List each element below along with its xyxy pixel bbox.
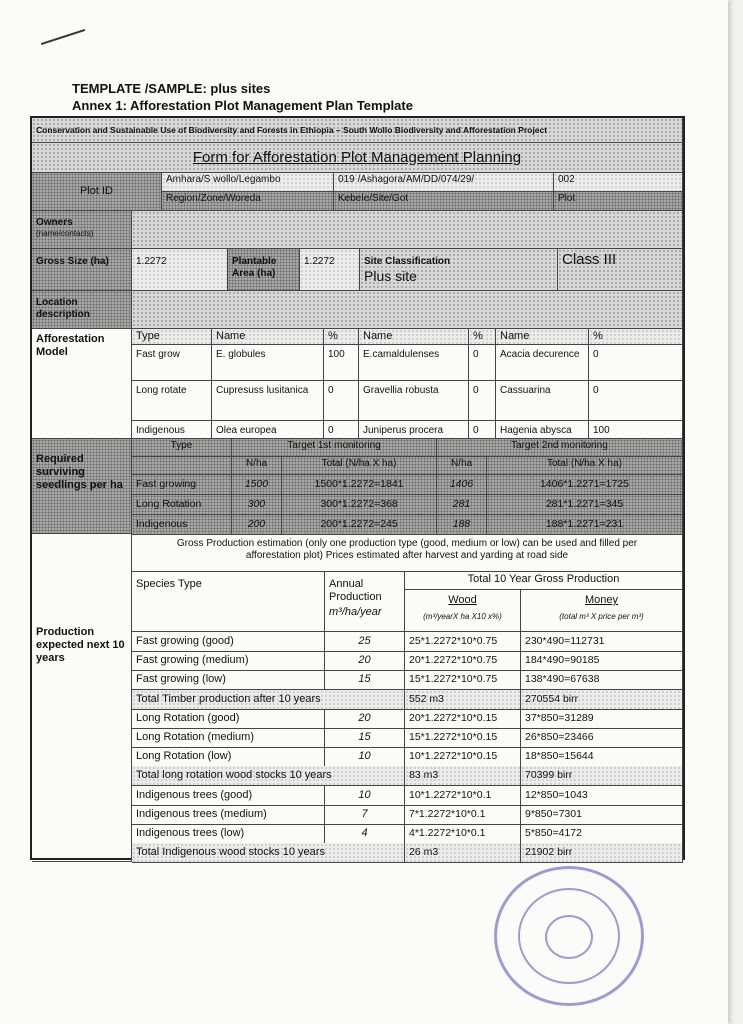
production-wood: 4*1.2272*10*0.1 bbox=[405, 824, 521, 844]
annual-production-label: Annual Production bbox=[329, 578, 382, 604]
production-annual: 20 bbox=[325, 709, 405, 729]
surviving-cell: 300 bbox=[232, 495, 282, 515]
production-annual: 10 bbox=[325, 786, 405, 806]
afforestation-cell: 100 bbox=[589, 421, 683, 439]
surviving-cell: Fast growing bbox=[132, 475, 232, 495]
class-value: Class III bbox=[558, 249, 683, 291]
owners-label-text: Owners bbox=[36, 217, 73, 228]
production-money: 230*490=112731 bbox=[521, 632, 683, 652]
surviving-cell: 1406 bbox=[437, 475, 487, 495]
production-wood: 7*1.2272*10*0.1 bbox=[405, 805, 521, 825]
target1-total: Total (N/ha X ha) bbox=[282, 457, 437, 475]
surviving-cell: 188*1.2271=231 bbox=[487, 515, 683, 535]
owners-sublabel: (name/contacts) bbox=[36, 229, 94, 238]
production-note: Gross Production estimation (only one production type (good, medium or low) can be used and filled per afforestation plot) Prices estimated after harvest and yarding at road side bbox=[132, 534, 683, 572]
production-wood: 20*1.2272*10*0.15 bbox=[405, 709, 521, 729]
surviving-cell: Long Rotation bbox=[132, 495, 232, 515]
afforestation-cell: 0 bbox=[324, 381, 359, 421]
kebele-label: Kebele/Site/Got bbox=[334, 192, 554, 211]
management-form bbox=[30, 116, 685, 860]
afforestation-cell: 0 bbox=[469, 345, 496, 381]
surviving-cell: 300*1.2272=368 bbox=[282, 495, 437, 515]
production-wood: 83 m3 bbox=[405, 766, 521, 786]
afforestation-header: Name bbox=[212, 329, 324, 345]
production-wood: 25*1.2272*10*0.75 bbox=[405, 632, 521, 652]
surviving-label: Required surviving seedlings per ha bbox=[32, 439, 132, 534]
afforestation-cell: Gravellia robusta bbox=[359, 381, 469, 421]
target2-total: Total (N/ha X ha) bbox=[487, 457, 683, 475]
wood-unit: (m³/yearX ha X10 x%) bbox=[423, 612, 502, 622]
production-wood: 10*1.2272*10*0.1 bbox=[405, 786, 521, 806]
afforestation-cell: Cassuarina bbox=[496, 381, 589, 421]
production-wood: 15*1.2272*10*0.15 bbox=[405, 728, 521, 748]
afforestation-cell: 0 bbox=[589, 345, 683, 381]
production-money: 270554 birr bbox=[521, 690, 683, 710]
production-total-label: Total long rotation wood stocks 10 years bbox=[132, 766, 405, 786]
afforestation-label: Afforestation Model bbox=[32, 329, 132, 439]
project-title: Conservation and Sustainable Use of Biodiversity and Forests in Ethiopia – South Wollo Biodiversity and Afforestation Project bbox=[32, 118, 683, 143]
production-wood: 20*1.2272*10*0.75 bbox=[405, 651, 521, 671]
production-species: Indigenous trees (low) bbox=[132, 824, 325, 844]
gross-size-label: Gross Size (ha) bbox=[32, 249, 132, 291]
official-stamp-center bbox=[545, 915, 593, 959]
production-wood: 26 m3 bbox=[405, 843, 521, 863]
production-annual: 10 bbox=[325, 747, 405, 767]
production-species: Long Rotation (good) bbox=[132, 709, 325, 729]
owners-field bbox=[132, 211, 683, 249]
site-classification bbox=[360, 249, 558, 291]
surviving-cell: 281*1.2271=345 bbox=[487, 495, 683, 515]
plantable-label: Plantable Area (ha) bbox=[228, 249, 300, 291]
afforestation-cell: Juniperus procera bbox=[359, 421, 469, 439]
template-heading: TEMPLATE /SAMPLE: plus sites bbox=[72, 81, 271, 96]
production-money: 9*850=7301 bbox=[521, 805, 683, 825]
kebele-value: 019 /Ashagora/AM/DD/074/29/ bbox=[334, 173, 554, 192]
production-annual: 25 bbox=[325, 632, 405, 652]
pen-mark bbox=[41, 29, 85, 45]
production-wood: 10*1.2272*10*0.15 bbox=[405, 747, 521, 767]
production-species: Long Rotation (low) bbox=[132, 747, 325, 767]
afforestation-header: Type bbox=[132, 329, 212, 345]
afforestation-cell: 0 bbox=[324, 421, 359, 439]
surviving-cell: 1500*1.2272=1841 bbox=[282, 475, 437, 495]
production-species: Fast growing (medium) bbox=[132, 651, 325, 671]
annual-production-header bbox=[325, 572, 405, 632]
surv-type-blank bbox=[132, 457, 232, 475]
afforestation-header: Name bbox=[496, 329, 589, 345]
total-production-header: Total 10 Year Gross Production bbox=[405, 572, 683, 590]
production-wood: 552 m3 bbox=[405, 690, 521, 710]
production-annual: 7 bbox=[325, 805, 405, 825]
surviving-cell: 200*1.2272=245 bbox=[282, 515, 437, 535]
surviving-cell: 1406*1.2271=1725 bbox=[487, 475, 683, 495]
surviving-cell: 281 bbox=[437, 495, 487, 515]
gross-size-value: 1.2272 bbox=[132, 249, 228, 291]
afforestation-cell: Fast grow bbox=[132, 345, 212, 381]
production-annual: 15 bbox=[325, 670, 405, 690]
production-total-label: Total Timber production after 10 years bbox=[132, 690, 405, 710]
surviving-cell: 188 bbox=[437, 515, 487, 535]
production-wood: 15*1.2272*10*0.75 bbox=[405, 670, 521, 690]
plot-id-label: Plot ID bbox=[32, 173, 162, 211]
site-classification-value: Plus site bbox=[364, 268, 417, 284]
surviving-cell: 1500 bbox=[232, 475, 282, 495]
production-money: 70399 birr bbox=[521, 766, 683, 786]
afforestation-cell: Cupresuss lusitanica bbox=[212, 381, 324, 421]
afforestation-cell: E.camaldulenses bbox=[359, 345, 469, 381]
surviving-cell: Indigenous bbox=[132, 515, 232, 535]
location-field bbox=[132, 291, 683, 329]
afforestation-cell: Indigenous bbox=[132, 421, 212, 439]
production-species: Fast growing (good) bbox=[132, 632, 325, 652]
production-species: Indigenous trees (good) bbox=[132, 786, 325, 806]
wood-label: Wood bbox=[448, 594, 477, 606]
production-money: 37*850=31289 bbox=[521, 709, 683, 729]
plot-label: Plot bbox=[554, 192, 683, 211]
target2-nha: N/ha bbox=[437, 457, 487, 475]
production-species: Long Rotation (medium) bbox=[132, 728, 325, 748]
production-money: 5*850=4172 bbox=[521, 824, 683, 844]
species-type-header: Species Type bbox=[132, 572, 325, 632]
afforestation-cell: Hagenia abysca bbox=[496, 421, 589, 439]
target2-header: Target 2nd monitoring bbox=[437, 439, 683, 457]
production-money: 138*490=67638 bbox=[521, 670, 683, 690]
production-money: 18*850=15644 bbox=[521, 747, 683, 767]
production-species: Fast growing (low) bbox=[132, 670, 325, 690]
afforestation-header: % bbox=[324, 329, 359, 345]
afforestation-cell: 0 bbox=[469, 421, 496, 439]
production-label: Production expected next 10 years bbox=[32, 534, 132, 862]
production-species: Indigenous trees (medium) bbox=[132, 805, 325, 825]
form-title: Form for Afforestation Plot Management Planning bbox=[32, 143, 683, 173]
production-money: 26*850=23466 bbox=[521, 728, 683, 748]
afforestation-header: Name bbox=[359, 329, 469, 345]
plot-value: 002 bbox=[554, 173, 683, 192]
afforestation-cell: E. globules bbox=[212, 345, 324, 381]
production-money: 12*850=1043 bbox=[521, 786, 683, 806]
money-unit: (total m³ X price per m³) bbox=[559, 612, 644, 622]
production-money: 184*490=90185 bbox=[521, 651, 683, 671]
region-value: Amhara/S wollo/Legambo bbox=[162, 173, 334, 192]
annual-production-unit: m³/ha/year bbox=[329, 606, 382, 619]
target1-header: Target 1st monitoring bbox=[232, 439, 437, 457]
afforestation-cell: 0 bbox=[589, 381, 683, 421]
annex-heading: Annex 1: Afforestation Plot Management Plan Template bbox=[72, 98, 413, 113]
afforestation-cell: 100 bbox=[324, 345, 359, 381]
money-label: Money bbox=[584, 594, 619, 606]
production-annual: 4 bbox=[325, 824, 405, 844]
production-annual: 15 bbox=[325, 728, 405, 748]
surv-type-header: Type bbox=[132, 439, 232, 457]
afforestation-cell: Acacia decurence bbox=[496, 345, 589, 381]
site-classification-label: Site Classification bbox=[364, 256, 451, 267]
plantable-value: 1.2272 bbox=[300, 249, 360, 291]
afforestation-header: % bbox=[589, 329, 683, 345]
afforestation-header: % bbox=[469, 329, 496, 345]
afforestation-cell: Olea europea bbox=[212, 421, 324, 439]
afforestation-cell: Long rotate bbox=[132, 381, 212, 421]
production-total-label: Total Indigenous wood stocks 10 years bbox=[132, 843, 405, 863]
owners-label bbox=[32, 211, 132, 249]
money-header bbox=[521, 590, 683, 632]
surviving-cell: 200 bbox=[232, 515, 282, 535]
location-label: Location description bbox=[32, 291, 132, 329]
wood-header bbox=[405, 590, 521, 632]
production-annual: 20 bbox=[325, 651, 405, 671]
afforestation-cell: 0 bbox=[469, 381, 496, 421]
target1-nha: N/ha bbox=[232, 457, 282, 475]
production-money: 21902 birr bbox=[521, 843, 683, 863]
region-label: Region/Zone/Woreda bbox=[162, 192, 334, 211]
